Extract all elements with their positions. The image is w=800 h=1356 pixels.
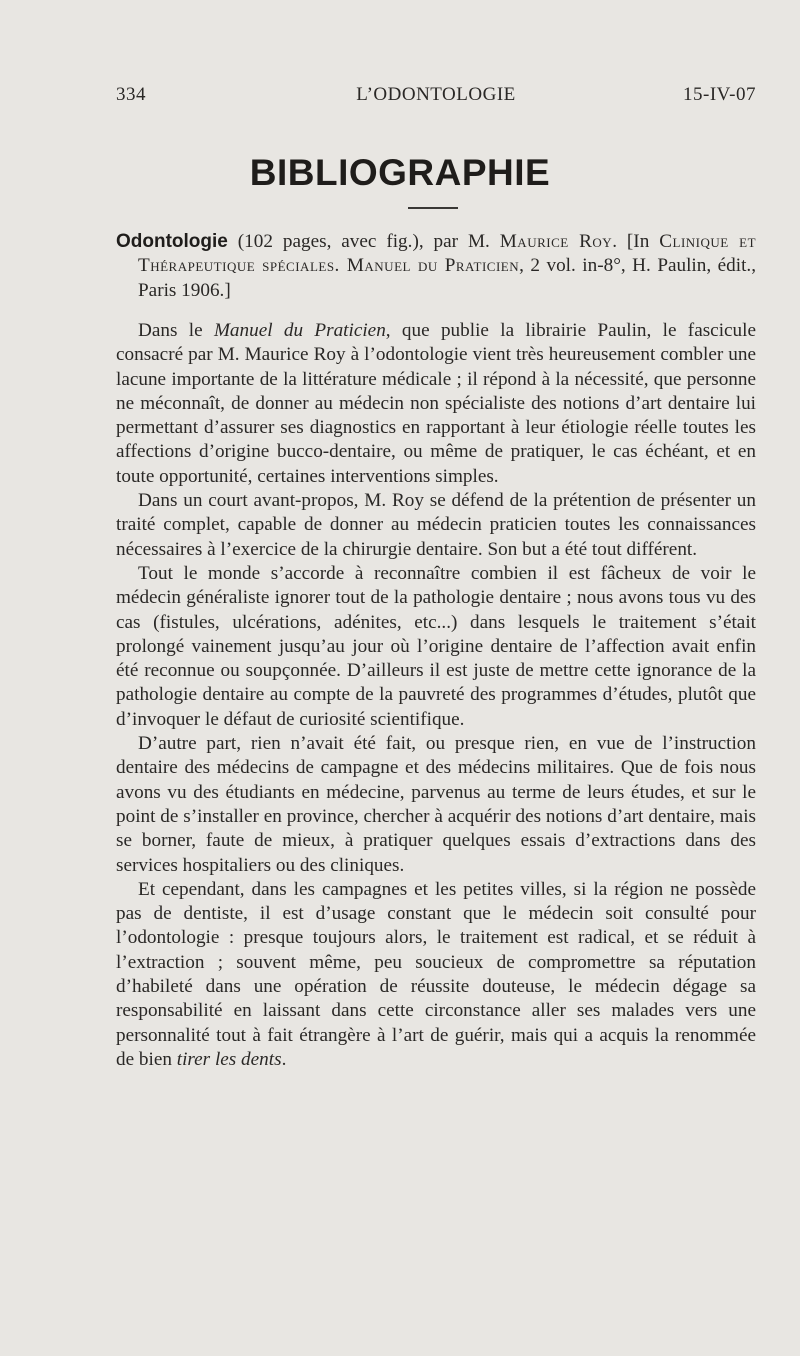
paragraph-text: Dans le bbox=[138, 320, 214, 341]
issue-date: 15-IV-07 bbox=[683, 84, 756, 105]
paragraph bbox=[116, 878, 756, 1072]
paragraph-text: Tout le monde s’accorde à reconnaître combien il est fâcheux de voir le médecin généraliste ignorer tout de la pathologie dentaire ; nous avons tous vu des cas (fistules, ulcérations, adénites, etc...) dans lesquels le traitement s’était prolongé vainement jusqu’au jour où l’origine dentaire de l’affection avait enfin été reconnue ou soupçonnée. D’ailleurs il est juste de mettre cette ignorance de la pathologie dentaire au compte de la pauvreté des programmes d’études, plutôt que d’invoquer le défaut de curiosité scientifique. bbox=[116, 562, 756, 730]
paragraph-italic: Manuel du Praticien bbox=[213, 320, 386, 341]
article-body bbox=[116, 319, 756, 1072]
paragraph-text: Dans un court avant-propos, M. Roy se défend de la prétention de présenter un traité complet, capable de donner au médecin praticien toutes les connaissances nécessaires à l’exercice de la chirurgie dentaire. Son but a été tout différent. bbox=[116, 490, 756, 560]
bibliographic-entry bbox=[116, 230, 756, 303]
journal-title: L’ODONTOLOGIE bbox=[356, 84, 516, 105]
book-details-1: (102 pages, avec fig.), par M. bbox=[227, 231, 500, 252]
paragraph-text-end: . bbox=[281, 1048, 287, 1070]
paragraph-text-end: , que publie la librairie Paulin, le fascicule consacré par M. Maurice Roy à l’odontologie vient très heureusement combler une lacune importante de la littérature médicale ; il répond à la nécessité, que personne ne méconnaît, de donner au médecin non spécialiste des notions d’art dentaire lui permettant d’assurer ses diagnostics en rapportant à leur étiologie réelle toutes les affections d’origine bucco-dentaire, ou même de pratiquer, le cas échéant, et en toute opportunité, certaines interventions simples. bbox=[116, 320, 756, 487]
book-details-2: . [In bbox=[612, 231, 660, 252]
paragraph bbox=[116, 732, 756, 878]
book-title: Odontologie bbox=[116, 231, 228, 252]
book-author: Maurice Roy bbox=[499, 231, 613, 252]
title-rule bbox=[408, 207, 458, 209]
paragraph bbox=[116, 319, 756, 489]
paragraph bbox=[116, 562, 756, 732]
book-series: Clinique et Thérapeutique spéciales. Manuel du Praticien bbox=[138, 231, 757, 277]
paragraph-text: D’autre part, rien n’avait été fait, ou presque rien, en vue de l’instruction dentaire des médecins de campagne et des médecins militaires. Que de fois nous avons vu des étudiants en médecine, parvenus au terme de leurs études, et sur le point de s’installer en province, chercher à acquérir des notions d’art dentaire, mais se borner, faute de mieux, à pratiquer quelques essais d’extractions dans des services hospitaliers ou des cliniques. bbox=[116, 733, 756, 876]
paragraph bbox=[116, 489, 756, 562]
book-details-3: , 2 vol. in-8°, H. Paulin, édit., Paris 1906.] bbox=[138, 255, 757, 301]
bibliographic-reference bbox=[116, 230, 756, 303]
paragraph-italic: tirer les dents bbox=[176, 1048, 282, 1070]
section-title: BIBLIOGRAPHIE bbox=[249, 152, 551, 193]
running-header bbox=[116, 84, 756, 114]
page-number: 334 bbox=[116, 84, 146, 105]
paragraph-text: Et cependant, dans les campagnes et les petites villes, si la région ne possède pas de dentiste, il est d’usage constant que le médecin soit consulté pour l’odontologie : presque toujours alors, le traitement est radical, et se réduit à l’extraction ; souvent même, peu soucieux de compromettre sa réputation d’habileté dans une opération de réussite douteuse, le médecin dégage sa responsabilité en laissant dans cette circonstance aller ses malades vers une personnalité tout à fait étrangère à l’art de guérir, mais qui a acquis la renommée de bien bbox=[116, 878, 756, 1070]
